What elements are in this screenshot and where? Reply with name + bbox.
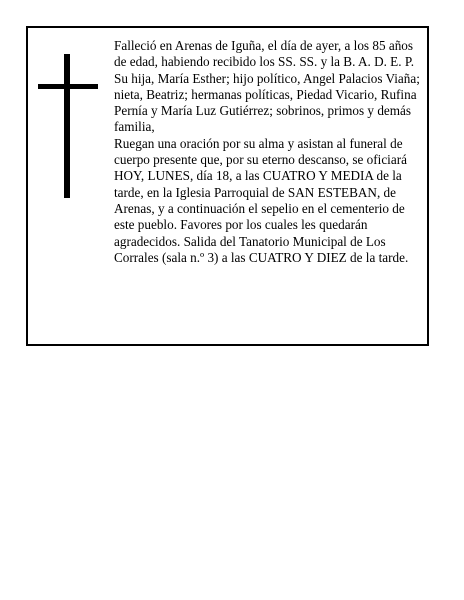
cross-horizontal-bar [38,84,98,89]
death-announcement-paragraph: Falleció en Arenas de Iguña, el día de ayer, a los 85 años de edad, habiendo recibido los SS. SS. y la B. A. D. E. P. [114,38,415,70]
obituary-text [114,38,426,266]
family-paragraph: Su hija, María Esther; hijo político, Angel Palacios Viaña; nieta, Beatriz; hermanas políticas, Piedad Vicario, Rufina Pernía y María Luz Gutiérrez; sobrinos, primos y demás familia, [114,70,420,135]
cross-vertical-bar [64,54,70,198]
cross-icon [38,54,98,198]
funeral-details-paragraph: Ruegan una oración por su alma y asistan al funeral de cuerpo presente que, por su eterno descanso, se oficiará HOY, LUNES, día 18, a las CUATRO Y MEDIA de la tarde, en la Iglesia Parroquial de SAN ESTEBAN, de Arenas, y a continuación el sepelio en el cementerio de este pueblo. Favores por los cuales les quedarán agradecidos. Salida del Tanatorio Municipal de Los Corrales (sala n.º 3) a las CUATRO Y DIEZ de la tarde. [114,135,409,265]
